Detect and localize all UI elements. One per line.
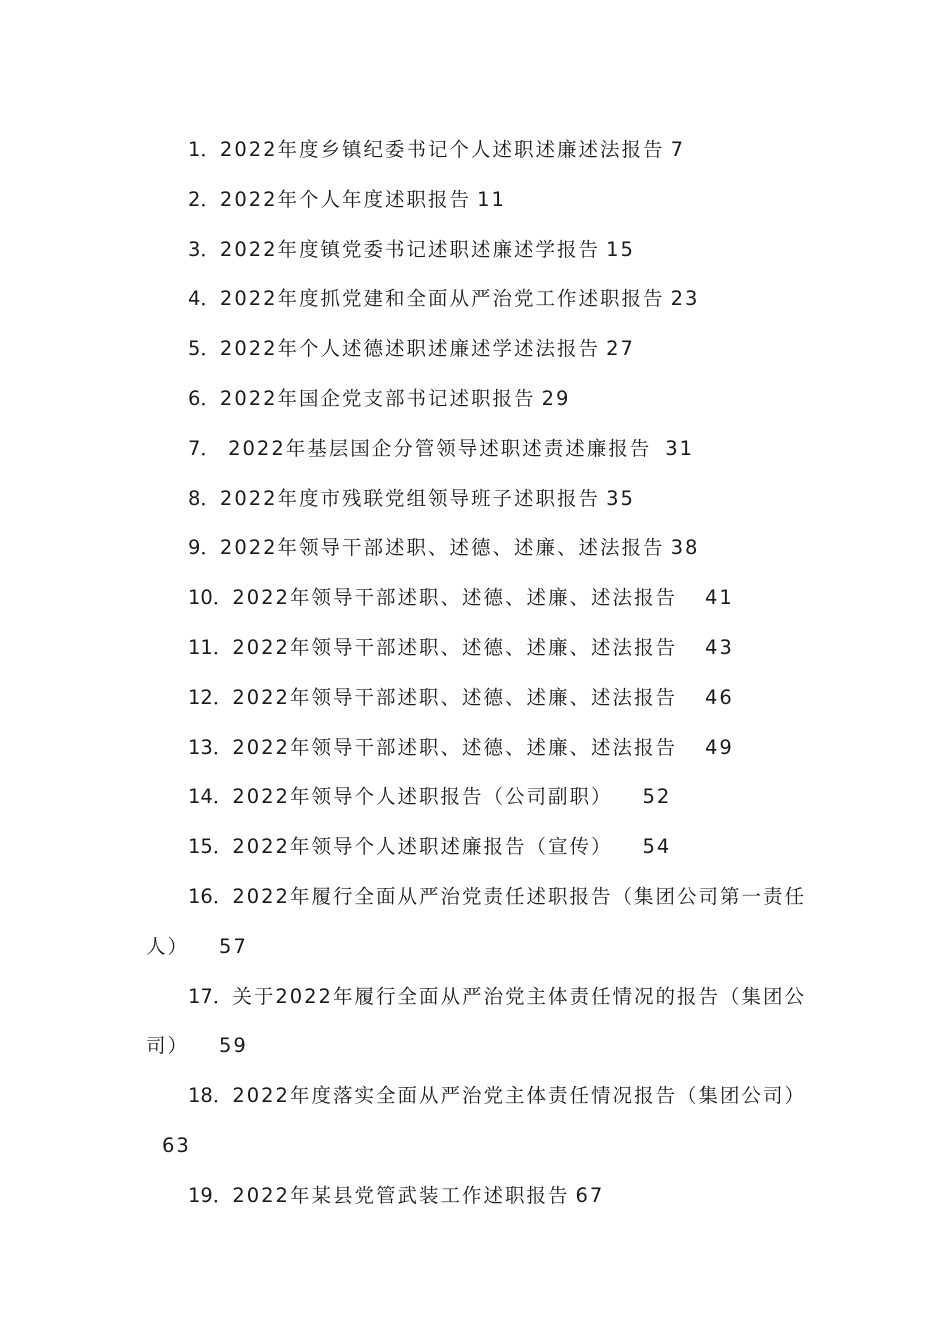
- toc-entry[interactable]: [146, 1071, 806, 1171]
- toc-entry-page: 23: [670, 287, 700, 311]
- toc-entry-title: 2022年个人述德述职述廉述学述法报告: [219, 337, 601, 361]
- toc-entry[interactable]: [146, 175, 806, 225]
- toc-entry[interactable]: [146, 424, 806, 474]
- toc-entry-page: 46: [704, 685, 734, 709]
- toc-entry-number: 7．: [188, 436, 220, 460]
- toc-entry-number: 9．: [188, 536, 220, 560]
- toc-entry[interactable]: [146, 374, 806, 424]
- toc-entry-page: 63: [162, 1133, 191, 1157]
- toc-entry-title: 2022年领导干部述职、述德、述廉、述法报告: [219, 536, 665, 560]
- toc-entry-page: 35: [606, 486, 635, 510]
- toc-entry[interactable]: [146, 274, 806, 324]
- toc-entry-number: 2．: [188, 187, 220, 211]
- toc-entry-title: 2022年度市残联党组领导班子述职报告: [219, 486, 601, 510]
- toc-entry-number: 1．: [188, 138, 220, 161]
- toc-entry-title: 2022年基层国企分管领导述职述责述廉报告: [219, 436, 652, 460]
- toc-entry-page: 38: [670, 536, 700, 560]
- toc-entry-page: 31: [665, 436, 695, 460]
- toc-entry-title: 2022年度抓党建和全面从严治党工作述职报告: [219, 287, 665, 311]
- toc-entry-page: 59: [219, 1034, 248, 1058]
- toc-entry-title: 2022年领导个人述职述廉报告（宣传）: [232, 835, 613, 859]
- toc-entry-number: 13．: [188, 735, 233, 759]
- toc-entry-number: 14．: [188, 785, 233, 809]
- toc-entry[interactable]: [146, 523, 806, 573]
- toc-entry-page: 27: [606, 337, 635, 361]
- toc-entry-title: 2022年领导个人述职报告（公司副职）: [232, 785, 613, 809]
- toc-entry[interactable]: [146, 822, 806, 872]
- toc-entry-title: 2022年领导干部述职、述德、述廉、述法报告: [232, 635, 677, 659]
- toc-entry-number: 8．: [188, 486, 220, 510]
- toc-entry-title: 2022年个人年度述职报告: [219, 187, 472, 211]
- toc-entry-number: 17．: [188, 984, 233, 1008]
- toc-entry-title: 2022年度镇党委书记述职述廉述学报告: [219, 237, 601, 261]
- toc-entry[interactable]: [146, 972, 806, 1072]
- toc-entry-number: 5．: [188, 337, 220, 361]
- toc-entry[interactable]: [146, 623, 806, 673]
- toc-entry-page: 43: [704, 635, 734, 659]
- toc-entry-page: 29: [541, 386, 571, 410]
- toc-entry-title: 2022年度落实全面从严治党主体责任情况报告（集团公司）: [232, 1084, 806, 1108]
- toc-entry-title: 2022年领导干部述职、述德、述廉、述法报告: [232, 735, 677, 759]
- table-of-contents: [146, 125, 806, 1221]
- toc-entry-page: 49: [704, 735, 734, 759]
- toc-entry-number: 19．: [188, 1183, 233, 1207]
- toc-entry-number: 3．: [188, 237, 220, 261]
- toc-entry-page: 7: [670, 138, 685, 161]
- toc-entry[interactable]: [146, 225, 806, 275]
- toc-entry-page: 11: [477, 187, 506, 211]
- toc-entry-page: 54: [642, 835, 672, 859]
- toc-entry-title: 2022年度乡镇纪委书记个人述职述廉述法报告: [219, 138, 665, 161]
- toc-entry-page: 57: [219, 934, 248, 958]
- toc-entry-title: 关于2022年履行全面从严治党主体责任情况的报告（集团公司）: [146, 984, 806, 1058]
- toc-entry-page: 41: [704, 586, 734, 610]
- toc-entry-page: 15: [606, 237, 635, 261]
- toc-entry[interactable]: [146, 1171, 806, 1221]
- toc-entry-page: 52: [642, 785, 672, 809]
- toc-entry[interactable]: [146, 772, 806, 822]
- toc-entry-number: 4．: [188, 287, 220, 311]
- toc-entry-title: 2022年领导干部述职、述德、述廉、述法报告: [232, 685, 677, 709]
- toc-entry[interactable]: [146, 673, 806, 723]
- toc-entry-title: 2022年履行全面从严治党责任述职报告（集团公司第一责任人）: [146, 884, 806, 958]
- toc-entry-title: 2022年某县党管武装工作述职报告: [232, 1183, 570, 1207]
- toc-entry-number: 11．: [188, 635, 233, 659]
- toc-entry-page: 67: [575, 1183, 605, 1207]
- toc-entry[interactable]: [146, 723, 806, 773]
- toc-entry[interactable]: [146, 125, 806, 175]
- toc-entry-number: 15．: [188, 835, 233, 859]
- toc-entry-title: 2022年国企党支部书记述职报告: [219, 386, 536, 410]
- toc-entry-number: 12．: [188, 685, 233, 709]
- toc-entry-number: 10．: [188, 586, 233, 610]
- toc-entry-number: 16．: [188, 884, 233, 908]
- toc-entry[interactable]: [146, 324, 806, 374]
- toc-entry[interactable]: [146, 872, 806, 972]
- toc-entry[interactable]: [146, 474, 806, 524]
- toc-entry-number: 18．: [188, 1084, 233, 1108]
- toc-entry[interactable]: [146, 573, 806, 623]
- toc-entry-number: 6．: [188, 386, 220, 410]
- toc-entry-title: 2022年领导干部述职、述德、述廉、述法报告: [232, 586, 677, 610]
